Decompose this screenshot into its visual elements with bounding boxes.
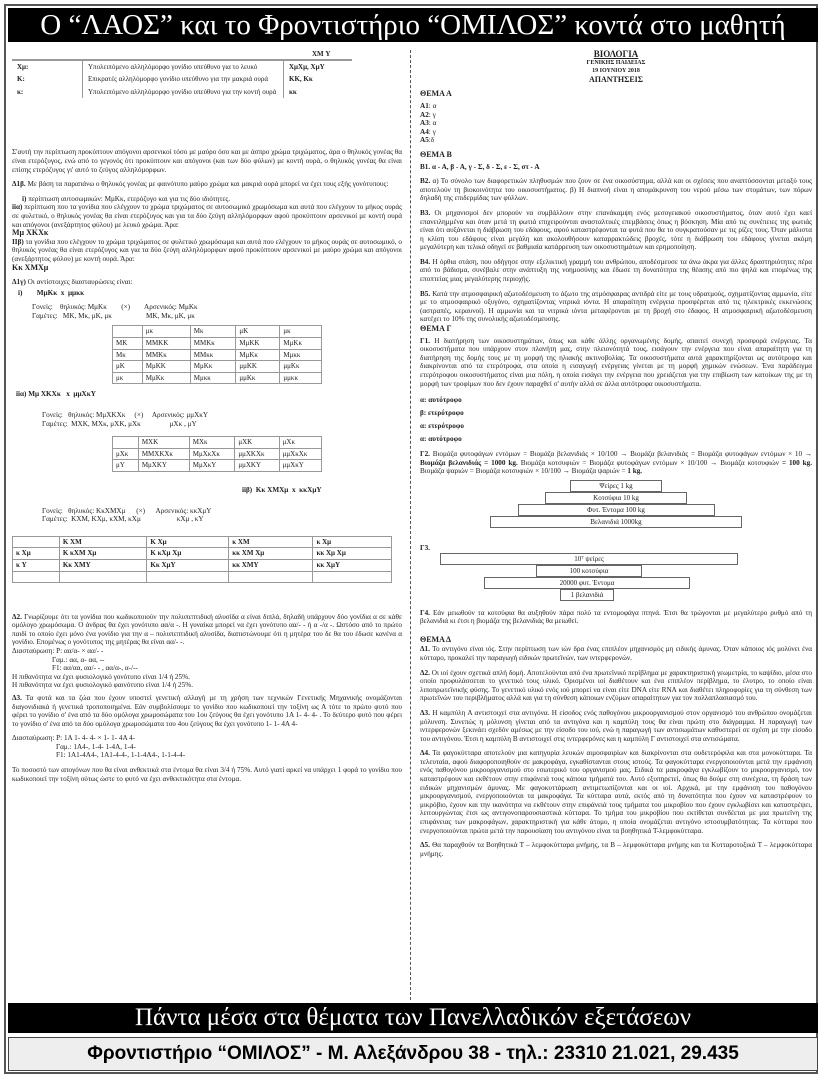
punnett-cell: Κ κXΜ Xμ xyxy=(59,548,147,560)
allele-key-row xyxy=(12,73,352,86)
thema-a-answer xyxy=(420,111,812,120)
allele-key-symbol: Xμ: xyxy=(17,62,29,71)
punnett-cell: Μκ xyxy=(190,326,236,338)
case-iia-text: περίπτωση που τα γονίδια που ελέγχουν το χρώμα τριχώματος σε αυτοσωμικό χρωμόσωμα και αυτά που ελέγχουν το μήκος ουράς σε φυλετικό, ο θηλυκός γονέας θα είναι ετερόζυγος και για τα δύο ζεύγη αλληλόμορφων αφού προκύπτουν αρσενικοί με κοντή ουρά και απόγονοι (ανεξάρτητος φύλου) με λευκό χρώμα. Άρα: xyxy=(12,203,402,229)
d5-answer xyxy=(420,841,812,858)
d3-label: Δ3. xyxy=(12,693,22,702)
punnett-cell: μΚ xyxy=(236,326,280,338)
punnett-cell: κ Xμ xyxy=(13,548,60,560)
paragraph-intro: Σ'αυτή την περίπτωση προκύπτουν απόγονοι αρσενικοί τόσο με μαύρο όσο και με άσπρο χρώμα τριχώματος, άρα ο θηλυκός γονέας θα είναι ετερόζυγος, ενώ από το γεγονός ότι προκύπτουν και απόγονοι (και των δύο φύλων) με κοντή ουρά, ο θηλυκός γονέας θα είναι επίσης ετερόζυγος γι' αυτό το ζεύγος αλληλόμορφων. xyxy=(12,148,402,174)
cross-i-parents: Γονείς: θηλυκός: ΜμΚκ (×) Αρσενικός: ΜμΚκ xyxy=(32,303,198,312)
case-iib-text: τα γονίδια που ελέγχουν το χρώμα τριχώματος σε φυλετικό χρωμόσωμα και αυτά που ελέγχουν το μήκος ουράς σε αυτοσωμικό, ο θηλυκός γονέας θα είναι ετερόζυγος και για τα δύο ζεύγη αλληλόμορφων αφού προκύπτουν αρσενικοί με μαύρο χρώμα και απόγονοι (ανεξάρτητος φύλου) με κοντή ουρά. Άρα: xyxy=(12,237,402,263)
cross-iib-title: iiβ) Κκ XΜXμ x κκXμY xyxy=(242,486,322,494)
punnett-row xyxy=(13,571,392,582)
d3-label: Δ3. xyxy=(420,708,430,717)
punnett-cell: μΚ xyxy=(113,361,143,373)
d3-cross-line-2: F1: 1Α1-4Α4-, 1Α1-4-4-, 1-1-4Α4-, 1-1-4-4- xyxy=(56,751,186,760)
question-number: Α1 xyxy=(420,101,429,110)
g2-line-2: Βιομάζα κοτσυφιών = Βιομάζα φυτοφάγων εντόμων × 10/100 → Βιομάζα κοτσυφιών xyxy=(520,458,782,467)
punnett-cell: ΜμΚΚ xyxy=(142,361,190,373)
g4-text: Εάν μειωθούν τα κοτσύφια θα αυξηθούν πάρα πολύ τα εντομοφάγα πτηνά. Έτσι θα τρώγονται με μεγαλύτερο ρυθμό από τη βελανιδιά κι έτσι η βιομάζα της βελανιδιάς θα μειωθεί. xyxy=(420,608,813,626)
punnett-cell: Μκ xyxy=(113,349,143,361)
question-number: Α2 xyxy=(420,110,429,119)
g1-answer xyxy=(420,337,812,389)
punnett-cell: ΜμΚκ xyxy=(236,349,280,361)
g2-line-5: 1 kg. xyxy=(627,467,643,476)
b4-text: Η όρθια στάση, που οδήγησε στην εξελικτική γραμμή του ανθρώπου, αποδέσμευσε τα άνω άκρα για άλλες δραστηριότητες πέρα από το βάδισμα, συνέβαλε στην ανάπτυξη της νοημοσύνης και έδωσε τη δυνατότητα της θέασης από πιο ψηλά και επομένως της εποπτείας μιας μεγαλύτερης περιοχής. xyxy=(420,257,813,284)
punnett-cell: MXΚ xyxy=(138,437,189,449)
thema-a-answer xyxy=(420,119,812,128)
subject-title: ΒΙΟΛΟΓΙΑ xyxy=(593,49,639,59)
punnett-row xyxy=(113,437,322,449)
g2-line-1: Βιομάζα βελανιδιάς = 1000 kg. xyxy=(420,458,518,467)
d5-text: Θα παραχθούν τα Βοηθητικά Τ – λεμφοκύτταρα μνήμης, τα Β – λεμφοκύτταρα μνήμης και τα Κυτταροτοξικά Τ – λεμφοκύτταρα μνήμης. xyxy=(420,841,813,858)
punnett-cell: μμΚΚ xyxy=(236,361,280,373)
g2-line-3: = 100 kg. xyxy=(781,458,813,467)
allele-key-genotype: XμXμ, XμY xyxy=(284,60,353,74)
punnett-row xyxy=(113,448,322,460)
allele-key-row xyxy=(12,86,352,99)
g2-pyramid xyxy=(420,480,812,528)
punnett-cell: μμΚκ xyxy=(280,361,322,373)
pyramid-g3-level-1: 100 κοτσύφια xyxy=(536,565,642,577)
punnett-cell: MXκ xyxy=(189,437,235,449)
punnett-cell: ΜμΚκ xyxy=(280,338,322,350)
b5-answer xyxy=(420,290,812,324)
punnett-cell: ΜμΚκ xyxy=(142,372,190,384)
answer-choice: : α xyxy=(428,119,437,128)
punnett-cell xyxy=(229,571,313,582)
punnett-cell xyxy=(313,571,392,582)
cross-iia-gametes: Γαμέτες: MXΚ, MXκ, μXΚ, μXκ μXκ , μY xyxy=(42,419,197,428)
pyramid-g2-level-2: Φυτ. Έντομα 100 kg xyxy=(518,504,715,516)
punnett-cell: ΜΜΚκ xyxy=(142,349,190,361)
g1-answers xyxy=(420,394,812,446)
pyramid-g3-level-0: 10⁷ ψείρες xyxy=(440,553,738,565)
punnett-cell: μκ xyxy=(280,326,322,338)
punnett-cell xyxy=(113,326,143,338)
g1-answer-3: α: αυτότροφο xyxy=(420,435,462,444)
case-iib-label: ΙΙβ) xyxy=(12,237,24,246)
allele-key-row xyxy=(12,60,352,74)
d2-cross-line-0: Διασταύρωση: P: αα/α- × αα/- - xyxy=(12,646,104,655)
question-number: Α5 xyxy=(420,136,429,145)
case-i-label: i) xyxy=(22,194,27,203)
cross-iib-parents: Γονείς: θηλυκός: ΚκXΜXμ (×) Αρσενικός: κκXμY xyxy=(42,506,212,515)
allele-key-desc: Επικρατές αλληλόμορφο γονίδιο υπεύθυνο για την μακριά ουρά xyxy=(83,73,284,86)
case-iib xyxy=(12,238,402,264)
b2-answer xyxy=(420,177,812,203)
d3-text: Τα φυτά και τα ζώα που έχουν υποστεί γενετική αλλαγή με τη χρήση των τεχνικών Γενετικής Μηχανικής ονομάζονται διαγονιδιακά ή γενετικά τροποποιημένα. Εάν συμβολίσουμε το γονίδιο που κωδικοποιεί την τοξίνη ως Α τότε το πρώτο φυτό που φέρει το γονίδιο σ' ένα από τα δύο ομόλογα χρωμοσώματα του 1ου ζεύγους θα έχει γονότυπο 1Α 1- 4- 4- . Το δεύτερο φυτό που φέρει το γονίδιο σ' ένα από τα δύο ομόλογα χρωμοσώματα του 4ου ζεύγους θα έχει γονότυπο 1- 1- 4Α 4- xyxy=(12,693,402,728)
g2-label: Γ2. xyxy=(420,450,430,459)
punnett-row xyxy=(13,559,392,571)
allele-key-genotype: ΚΚ, Κκ xyxy=(284,73,353,86)
punnett-row xyxy=(113,372,322,384)
d2-probability-genotype: Η πιθανότητα να έχει φυσιολογικό γονότυπο είναι 1/4 ή 25%. xyxy=(12,672,190,681)
d1-text: Το αντιγόνο είναι ιός. Στην περίπτωση των ιών δρα ένας επιπλέον μηχανισμός μη ειδικής άμυνας. Όταν κάποιος ιός μολύνει ένα κύτταρο, προκαλεί την παραγωγή ειδικών πρωτεϊνών, των ιντερφερονών. xyxy=(420,645,812,662)
d5-label: Δ5. xyxy=(420,841,430,850)
b2-text: α) Το σύνολο των διαφορετικών πληθυσμών που ζουν σε ένα οικοσύστημα, αλλά και οι σχέσεις που αναπτύσσονται μεταξύ τους αποτελούν τη βιοκοινότητα του οικοσυστήματος. β) Η διαπνοή είναι η απομάκρυνση του νερού μέσω των στομάτων, των πόρων δηλαδή της επιδερμίδας των φύλλων. xyxy=(420,177,812,203)
d3-conclusion: Το ποσοστό των απογόνων που θα είναι ανθεκτικά στα έντομα θα είναι 3/4 ή 75%. Αυτό γιατί αρκεί να υπάρχει 1 φορά το γονίδιο που κωδικοποιεί την τοξίνη ούτως ώστε το φυτό να έχει ανθεκτικότητα στα έντομα. xyxy=(12,766,402,783)
punnett-cell: μY xyxy=(113,460,139,472)
punnett-cell: μXκ xyxy=(113,448,139,460)
g1-answer-1: β: ετερότροφο xyxy=(420,409,464,418)
d3-text: Η καμπύλη Α αντιστοιχεί στα αντιγόνα. Η είσοδος ενός παθογόνου μικροοργανισμού στον οργανισμό του ανθρώπου ονομάζεται μόλυνση. Συνεπώς η μόλυνση γίνεται από τα αντιγόνα και η καμπύλη τους θα είναι πρώτη στο διάγραμμα. Η παραγωγή των ιντερφερονών ξεκινάει σχεδόν αμέσως με την είσοδο του ιού, ενώ η παραγωγή των αντισωμάτων καθυστερεί σε σχέση με την είσοδο του αντιγόνου. Έτσι η καμπύλη Β αντιστοιχεί στις ιντερφερόνες και η καμπύλη Γ αντιστοιχεί στα αντισώματα. xyxy=(420,708,812,743)
cross-iib-gametes: Γαμέτες: ΚXΜ, ΚXμ, κXΜ, κXμ κXμ , κY xyxy=(42,515,204,524)
punnett-table-iib xyxy=(12,536,392,583)
b1-answer: Β1. α - Α, β - Α, γ - Σ, δ - Σ, ε - Σ, στ - Α xyxy=(420,162,540,171)
d1g-text: Οι αντίστοιχες διασταυρώσεις είναι: xyxy=(27,278,133,287)
d2-text: Οι ιοί έχουν σχετικά απλή δομή. Αποτελούνται από ένα πρωτεϊνικό περίβλημα με χαρακτηριστική γεωμετρία, το καψίδιο, μέσα στο οποίο προφυλάσσεται το γενετικό τους υλικό. Ορισμένοι ιοί διαθέτουν και ένα επιπλέον περίβλημα, το έλυτρο, το οποίο είναι λιποπρωτεϊνικής φύσης. Το γενετικό υλικό ενός ιού μπορεί να είναι είτε DNA είτε RNA και διαθέτει πληροφορίες για τη σύνθεση των πρωτεϊνών του περιβλήματος αλλά και για τη σύνθεση κάποιων ενζύμων απαραίτητων για τον πολλαπλασιασμό του. xyxy=(420,668,813,703)
punnett-cell: μXκ xyxy=(279,437,321,449)
b4-label: Β4. xyxy=(420,257,431,266)
punnett-cell: κ Xμ xyxy=(313,536,392,548)
d1-answer xyxy=(420,645,812,662)
g4-answer xyxy=(420,609,812,626)
punnett-cell: Κ XΜ xyxy=(59,536,147,548)
g1-answer-2: α: ετερότροφο xyxy=(420,422,464,431)
pyramid-g2-level-3: Βελανιδιά 1000kg xyxy=(490,516,742,528)
d1g-label: Δ1γ) xyxy=(12,278,26,287)
g3-label: Γ3. xyxy=(420,543,430,552)
footer-contact: Φροντιστήριο “ΟΜΙΛΟΣ” - Μ. Αλεξάνδρου 38 - τηλ.: 23310 21.021, 29.435 xyxy=(8,1037,818,1071)
punnett-row xyxy=(113,349,322,361)
punnett-cell: μμXΚXκ xyxy=(235,448,279,460)
punnett-cell: μμκκ xyxy=(280,372,322,384)
exam-date: 19 ΙΟΥΝΙΟΥ 2018 xyxy=(592,68,640,75)
answer-choice: : α xyxy=(428,101,437,110)
b3-label: Β3. xyxy=(420,208,431,217)
d3-answer xyxy=(420,709,812,743)
d2-label: Δ2. xyxy=(12,612,22,621)
punnett-cell: μμXΚY xyxy=(235,460,279,472)
g1-text: Η διατήρηση των οικοσυστημάτων, όπως και κάθε άλλης οργανωμένης δομής, απαιτεί συνεχή προσφορά ενέργειας. Τα οικοσυστήματα που υπάρχουν στον πλανήτη μας, στην πλειονότητά τους, εισάγουν την ενέργεια που είναι απαραίτητη για τη διατήρηση της δομής τους με τη μορφή της ηλιακής ακτινοβολίας. Τα οικοσυστήματα αυτά χαρακτηρίζονται ως αυτότροφα και διακρίνονται από τα ετερότροφα, στα οποία η εισαγωγή ενέργειας γίνεται με τη μορφή χημικών ενώσεων. Ένα παράδειγμα ετερότροφου οικοσυστήματος είναι μια πόλη, η οποία εισάγει την ενέργεια που χρειάζεται για την επιβίωση των κατοίκων της με τη μορφή των τροφίμων που δεν έχουν παραχθεί σ' αυτήν αλλά σε άλλα αυτότροφα οικοσυστήματα. xyxy=(420,336,813,388)
thema-b-heading: ΘΕΜΑ Β xyxy=(420,149,452,159)
case-iia-label: iiα) xyxy=(12,203,23,212)
punnett-cell: Μμκκ xyxy=(190,372,236,384)
g1-answer-0: α: αυτότροφο xyxy=(420,396,462,405)
d2-cross-line-2: F1: αα/αα, αα/- - , αα/α-, α-/-- xyxy=(52,664,138,673)
punnett-cell xyxy=(13,571,60,582)
d2-probability-phenotype: Η πιθανότητα να έχει φυσιολογικό φαινότυπο είναι 1/4 ή 25%. xyxy=(12,681,193,690)
page-header-banner: Ο “ΛΑΟΣ” και το Φροντιστήριο “ΟΜΙΛΟΣ” κοντά στο μαθητή xyxy=(8,8,818,42)
pyramid-g3-level-3: 1 βελανιδιά xyxy=(560,589,614,601)
punnett-cell: ΜΚ xyxy=(113,338,143,350)
right-column xyxy=(420,50,812,864)
d1g-heading xyxy=(12,278,402,287)
punnett-cell: ΜμΚΚ xyxy=(236,338,280,350)
case-iia xyxy=(12,203,402,229)
punnett-table-iia xyxy=(112,436,322,472)
punnett-row xyxy=(13,536,392,548)
punnett-row xyxy=(113,338,322,350)
subject-subtitle: ΓΕΝΙΚΗΣ ΠΑΙΔΕΙΑΣ xyxy=(586,59,646,66)
punnett-cell xyxy=(59,571,147,582)
allele-key-table xyxy=(12,59,352,99)
case-iia-result: Μμ XΚXκ xyxy=(12,228,49,238)
d4-label: Δ4. xyxy=(420,749,430,758)
punnett-cell xyxy=(113,437,139,449)
punnett-table-i xyxy=(112,325,322,384)
column-divider xyxy=(410,50,411,1000)
punnett-cell: Κκ XΜY xyxy=(59,559,147,571)
punnett-cell: κκ XΜ Xμ xyxy=(229,548,313,560)
b4-answer xyxy=(420,258,812,284)
paragraph-d3 xyxy=(12,694,402,728)
b2-label: Β2. xyxy=(420,177,431,186)
punnett-cell: κκ XΜY xyxy=(229,559,313,571)
d1b-label: Δ1β. xyxy=(12,180,26,189)
punnett-cell: κκ XμY xyxy=(313,559,392,571)
g2-line-4: Βιομάζα ψαριών = Βιομάζα κοτσυφιών × 10/100 → Βιομάζα ψαριών = xyxy=(420,467,628,476)
pyramid-g3-level-2: 20000 φυτ. Έντομα xyxy=(484,577,690,589)
punnett-cell: Κ Xμ xyxy=(147,536,229,548)
allele-key-genotype: κκ xyxy=(284,86,353,99)
punnett-cell: ΜμXκY xyxy=(189,460,235,472)
question-number: Α4 xyxy=(420,127,429,136)
punnett-cell: ΜμΚκ xyxy=(190,361,236,373)
g2-line-0: Βιομάζα φυτοφάγων εντόμων = Βιομάζα βελανιδιάς × 10/100 → Βιομάζα βελανιδιάς = Βιομάζα φυτοφάγων εντόμων × 10 → xyxy=(432,450,813,459)
punnett-row xyxy=(113,361,322,373)
d2-text: Γνωρίζουμε ότι τα γονίδια που κωδικοποιούν την πολυπεπτιδική αλυσίδα α είναι διπλά, δηλαδή υπάρχουν δύο γονίδια α σε κάθε ομόλογο χρωμόσωμα. Ο άνδρας θα έχει γονότυπο αα/α -. Η γυναίκα μπορεί να έχει γονότυπο αα/- - ή α -/α -. Ωστόσο από το πρώτο παιδί το οποίο έχει μόνο ένα γονίδιο για την α – πολυπεπτιδική αλυσίδα, διαπιστώνουμε ότι η μητέρα του δε θα του έδωσε κανένα α γονίδιο. Επομένως ο γονότυπος της μητέρας θα είναι αα/- -. xyxy=(12,612,403,647)
answer-choice: :δ xyxy=(428,136,435,145)
cross-iia-parents: Γονείς: θηλυκός: ΜμXΚXκ (×) Αρσενικός: μμXκY xyxy=(42,411,209,420)
punnett-cell xyxy=(13,536,60,548)
punnett-cell: κ Y xyxy=(13,559,60,571)
d3-cross-line-0: Διασταύρωση: P: 1Α 1- 4- 4- × 1- 1- 4Α 4- xyxy=(12,734,136,743)
answer-choice: : γ xyxy=(428,127,436,136)
allele-key-desc: Υπολειπόμενο αλληλόμορφο γονίδιο υπεύθυνο για το λευκό xyxy=(83,60,284,74)
question-number: Α3 xyxy=(420,119,429,128)
thema-a-heading: ΘΕΜΑ Α xyxy=(420,89,452,99)
punnett-cell: μμXκXκ xyxy=(279,448,321,460)
d3-cross-line-1: Γαμ.: 1Α4-, 1-4- 1-4Α, 1-4- xyxy=(56,742,136,751)
d4-text: Τα φαγοκύτταρα αποτελούν μια κατηγορία λευκών αιμοσφαιρίων και διακρίνονται στα ουδετερόφιλα και στα μονοκύτταρα. Τα τελευταία, αφού διαφοροποιηθούν σε μακροφάγα, εγκαθίστανται στους ιστούς. Τα φαγοκύτταρα ενεργοποιούνται μετά την εμφάνιση ενός παθογόνου μικροοργανισμού στο εσωτερικό του οργανισμού μας. Ειδικά τα μακροφάγα εγκλωβίζουν το μικροοργανισμό, τον καταστρέφουν και εκθέτουν στην επιφάνειά τους κάποια τμήματά του. Αυτό εξυπηρετεί, όπως θα δούμε στη συνέχεια, τη δράση των ειδικών μηχανισμών άμυνας. Με φαγοκυττάρωση αντιμετωπίζονται και οι ιοί. Αρχικά, με την εμφάνιση του παθογόνου μικροοργανισμού, ενεργοποιούνται τα μακροφάγα. Τα κύτταρα αυτά, εκτός από τη δυνατότητα που έχουν να καταστρέφουν το μικρόβιο, έχουν και την ικανότητα να εκθέτουν στην επιφάνειά τους τμήματα του μικροβίου που έχουν εγκλωβίσει και καταστρέψει, λειτουργώντας έτσι ως αντιγονοπαρουσιαστικά κύτταρα. Το τμήμα του μικροβίου που εκτίθεται συνδέεται με μια πρωτεΐνη της επιφάνειας των μακροφάγων, χαρακτηριστική για κάθε άτομο, η οποία ονομάζεται αντιγόνο ιστοσυμβατότητας. Τα κύτταρα που ενεργοποιούνται πρώτα μετά την παρουσίαση του αντιγόνου είναι τα βοηθητικά Τ-λεμφοκύτταρα. xyxy=(420,749,813,835)
thema-a-answers xyxy=(420,102,812,145)
punnett-cell: μκ xyxy=(113,372,143,384)
punnett-cell: κ XΜ xyxy=(229,536,313,548)
b3-answer xyxy=(420,209,812,252)
cross-i-gametes: Γαμέτες: ΜΚ, Μκ, μΚ, μκ ΜΚ, Μκ, μΚ, μκ xyxy=(32,311,195,320)
punnett-cell: ΜμXΚY xyxy=(138,460,189,472)
allele-key-symbol: Κ: xyxy=(17,75,25,84)
punnett-cell: ΜΜXΚXκ xyxy=(138,448,189,460)
b3-text: Οι μηχανισμοί δεν μπορούν να συμβάλλουν στην επανάκαμψη ενός μεσογειακού οικοσυστήματος, όταν αυτό έχει καεί επανειλημμένα και όταν μετά τη φωτιά επιχειρούνται ανασταλτικές επεμβάσεις όπως η βόσκηση. Μία από τις συνέπειες της φωτιάς είναι ότι αυξάνεται η διάβρωση του εδάφους, αφού καταστρέφονται τα φυτά που θα το συγκρατούσαν με τις ρίζες τους. Όταν μάλιστα η κλίση του εδάφους είναι μεγάλη και ακολουθήσουν καταρρακτώδεις βροχές, τότε η διάβρωση του εδάφους γίνεται ακόμη μεγαλύτερη και τελικά οδηγεί σε βαθμιαία κατάρρευση των οικοσυστημάτων και ερημοποίηση. xyxy=(420,208,812,252)
cross-i-title: i) ΜμΚκ x μμκκ xyxy=(18,288,85,297)
thema-d-heading: ΘΕΜΑ Δ xyxy=(420,634,452,644)
paragraph-d1b xyxy=(12,180,402,189)
pyramid-g2-level-0: Ψείρες 1 kg xyxy=(570,480,662,492)
punnett-cell: ΜΜΚκ xyxy=(190,338,236,350)
allele-key-symbol: κ: xyxy=(17,87,24,96)
b5-text: Κατά την ατμοσφαιρική αζωτοδέσμευση το άζωτο της ατμόσφαιρας αντιδρά είτε με τους υδρατμούς, σχηματίζοντας αμμωνία, είτε με το ατμοσφαιρικό οξυγόνο, σχηματίζοντας νιτρικά ιόντα. Η απαραίτητη ενέργεια προσφέρεται από τις ηλεκτρικές εκκενώσεις (αστραπές, κεραυνοί). Η αμμωνία και τα νιτρικά ιόντα μεταφέρονται με τη βροχή στο έδαφος. Η ατμοσφαιρική αζωτοδέσμευση κατέχει το 10% της συνολικής αζωτοδέσμευσης. xyxy=(420,289,812,324)
pyramid-g2-level-1: Κοτσύφια 10 kg xyxy=(545,492,687,504)
punnett-row xyxy=(113,326,322,338)
allele-key-desc: Υπολειπόμενο αλληλόμορφο γονίδιο υπεύθυνο για την κοντή ουρά xyxy=(83,86,284,99)
punnett-cell: μμΚκ xyxy=(236,372,280,384)
g1-label: Γ1. xyxy=(420,336,430,345)
answer-choice: : γ xyxy=(428,110,436,119)
thema-a-answer xyxy=(420,102,812,111)
d2-cross-line-1: Γαμ.: αα, α- αα, -- xyxy=(52,655,105,664)
g4-label: Γ4. xyxy=(420,608,430,617)
cross-iia-title: iiα) Μμ XΚXκ x μμXκY xyxy=(16,390,96,399)
d1b-text: Με βάση τα παραπάνω ο θηλυκός γονέας με φαινότυπο μαύρο χρώμα και μακριά ουρά μπορεί να έχει τους εξής γονότυπους: xyxy=(27,180,389,189)
punnett-cell: μμXκY xyxy=(279,460,321,472)
g2-answer xyxy=(420,450,812,476)
bottom-banner: Πάντα μέσα στα θέματα των Πανελλαδικών εξετάσεων xyxy=(8,1003,818,1033)
punnett-row xyxy=(113,460,322,472)
punnett-cell: ΜΜΚΚ xyxy=(142,338,190,350)
punnett-cell: Κκ XμY xyxy=(147,559,229,571)
punnett-row xyxy=(13,548,392,560)
left-column xyxy=(12,50,402,789)
key-table-top-genotype: XΜ Y xyxy=(312,50,331,58)
case-i-text: περίπτωση αυτοσωμικών: ΜμΚκ, ετερόζυγο και για τις δύο ιδιότητες. xyxy=(28,194,230,203)
paragraph-d2 xyxy=(12,613,402,647)
thema-a-answer xyxy=(420,136,812,145)
punnett-cell xyxy=(147,571,229,582)
punnett-cell: ΜΜκκ xyxy=(190,349,236,361)
punnett-cell: κκ Xμ Xμ xyxy=(313,548,392,560)
case-i xyxy=(22,195,402,204)
punnett-cell: Μμκκ xyxy=(280,349,322,361)
punnett-cell: μκ xyxy=(142,326,190,338)
answers-title: ΑΠΑΝΤΗΣΕΙΣ xyxy=(588,74,644,84)
punnett-cell: Κ κXμ Xμ xyxy=(147,548,229,560)
case-iib-result: Κκ XΜXμ xyxy=(12,262,49,272)
punnett-cell: μXΚ xyxy=(235,437,279,449)
thema-a-answer xyxy=(420,128,812,137)
b5-label: Β5. xyxy=(420,289,431,298)
thema-g-heading: ΘΕΜΑ Γ xyxy=(420,324,452,334)
d4-answer xyxy=(420,749,812,835)
d2-answer xyxy=(420,669,812,703)
d1-label: Δ1. xyxy=(420,645,430,654)
punnett-cell: ΜμXκXκ xyxy=(189,448,235,460)
d2-label: Δ2. xyxy=(420,668,430,677)
g3-pyramid xyxy=(420,553,812,601)
